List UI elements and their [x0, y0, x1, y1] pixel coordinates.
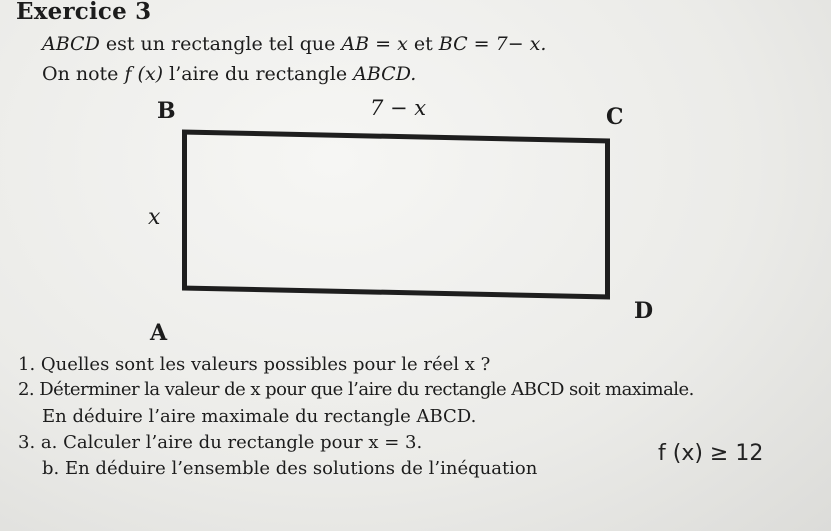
intro-text-2: On note	[42, 63, 125, 85]
question-3a: 3. a. Calculer l’aire du rectangle pour x = 3.	[18, 432, 423, 453]
vertex-c-label: C	[606, 104, 624, 130]
question-1: 1. Quelles sont les valeurs possibles pour le réel x ?	[18, 354, 491, 375]
intro-et: et	[407, 33, 439, 55]
exercise-title: Exercice 3	[16, 0, 152, 25]
vertex-a-label: A	[150, 320, 168, 346]
vertex-b-label: B	[157, 98, 176, 124]
intro-line-1	[42, 33, 546, 55]
question-2-deduce: En déduire l’aire maximale du rectangle ABCD.	[42, 406, 477, 427]
question-2: 2. Déterminer la valeur de x pour que l’aire du rectangle ABCD soit maximale.	[18, 379, 694, 400]
intro-fx: f (x)	[124, 63, 164, 85]
vertex-d-label: D	[634, 298, 654, 324]
intro-abcd-2: ABCD.	[353, 63, 417, 85]
left-side-length: x	[148, 205, 161, 230]
intro-line-2	[42, 63, 416, 85]
intro-abcd: ABCD	[42, 33, 100, 55]
handwritten-inequation: f (x) ≥ 12	[658, 441, 764, 466]
intro-bc-equation: BC = 7− x.	[438, 33, 547, 55]
intro-text-3: l’aire du rectangle	[163, 63, 354, 85]
intro-text-1: est un rectangle tel que	[99, 33, 342, 55]
top-side-length: 7 − x	[370, 96, 427, 120]
question-3b: b. En déduire l’ensemble des solutions de l’inéquation	[42, 458, 538, 479]
intro-ab-equation: AB = x	[341, 33, 408, 55]
rectangle-abcd	[182, 130, 610, 300]
